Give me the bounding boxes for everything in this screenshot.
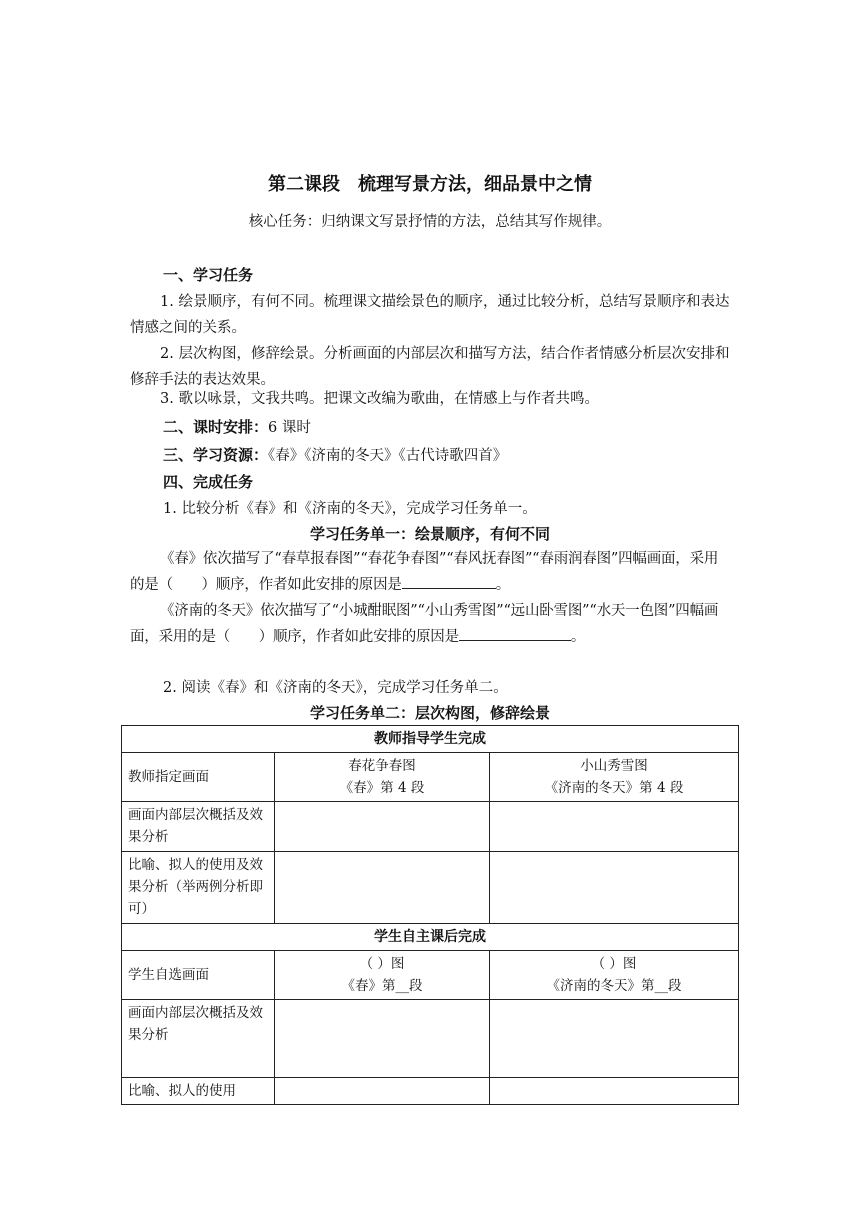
sheet2-title: 学习任务单二：层次构图，修辞绘景 [309, 704, 550, 722]
section-heading-learning-tasks: 一、学习任务 [163, 266, 254, 284]
answer-cell-rhetoric-spring[interactable] [275, 852, 490, 924]
answer-cell-layers-jinan-2[interactable] [490, 1000, 739, 1078]
sheet1-paragraph-spring [130, 546, 730, 598]
self-picture-spring-source: 《春》第__段 [341, 978, 423, 994]
designated-picture-spring [275, 753, 490, 802]
resources-label: 三、学习资源： [163, 446, 269, 464]
step-2: 2. 阅读《春》和《济南的冬天》，完成学习任务单二。 [163, 680, 508, 696]
sheet1-p2-end: 。 [570, 629, 586, 645]
row-label-rhetoric: 比喻、拟人的使用及效果分析（举两例分析即可） [122, 852, 275, 924]
designated-picture-spring-name: 春花争春图 [348, 758, 416, 774]
self-picture-jinan-source: 《济南的冬天》第__段 [546, 978, 682, 994]
schedule-value: 6 课时 [268, 420, 311, 436]
resources-value: 《春》《济南的冬天》《古代诗歌四首》 [268, 448, 508, 464]
sheet1-paragraph-jinan [130, 598, 730, 650]
answer-cell-rhetoric-jinan-2[interactable] [490, 1078, 739, 1105]
schedule-line [163, 416, 311, 437]
teacher-guided-header: 教师指导学生完成 [122, 726, 739, 753]
designated-picture-spring-source: 《春》第 4 段 [339, 780, 425, 796]
sheet1-title: 学习任务单一：绘景顺序，有何不同 [309, 525, 550, 543]
self-picture-spring[interactable] [275, 951, 490, 1000]
task-item-3: 3. 歌以咏景，文我共鸣。把课文改编为歌曲，在情感上与作者共鸣。 [160, 391, 599, 407]
row-label-self-selected: 学生自选画面 [122, 951, 275, 1000]
answer-cell-layers-jinan[interactable] [490, 802, 739, 852]
designated-picture-jinan-name: 小山秀雪图 [580, 758, 648, 774]
schedule-label: 二、课时安排： [163, 418, 269, 436]
row-label-layers: 画面内部层次概括及效果分析 [122, 802, 275, 852]
answer-cell-layers-spring-2[interactable] [275, 1000, 490, 1078]
designated-picture-jinan-source: 《济南的冬天》第 4 段 [544, 780, 684, 796]
task-sheet-2-table [121, 725, 739, 1105]
sheet1-p1-end: 。 [495, 577, 511, 593]
section-heading-complete-tasks: 四、完成任务 [163, 473, 254, 491]
task-item-1: 1. 绘景顺序，有何不同。梳理课文描绘景色的顺序，通过比较分析，总结写景顺序和表达情感之间的关系。 [130, 294, 730, 336]
answer-cell-rhetoric-jinan[interactable] [490, 852, 739, 924]
task-item-2: 2. 层次构图，修辞绘景。分析画面的内部层次和描写方法，结合作者情感分析层次安排和修辞手法的表达效果。 [130, 346, 730, 388]
self-picture-jinan[interactable] [490, 951, 739, 1000]
resources-line [163, 444, 507, 465]
sheet1-p2-text: 《济南的冬天》依次描写了“小城酣眠图”“小山秀雪图”“远山卧雪图”“水天一色图”四幅画面，采用的是（ ）顺序，作者如此安排的原因是 [130, 603, 719, 645]
answer-cell-rhetoric-spring-2[interactable] [275, 1078, 490, 1105]
lesson-title: 第二课段 梳理写景方法，细品景中之情 [268, 174, 592, 195]
designated-picture-jinan [490, 753, 739, 802]
answer-cell-layers-spring[interactable] [275, 802, 490, 852]
student-self-header: 学生自主课后完成 [122, 924, 739, 951]
answer-blank-2[interactable] [459, 626, 571, 641]
answer-blank-1[interactable] [402, 574, 496, 589]
self-picture-jinan-name: （ ）图 [591, 956, 637, 972]
row-label-designated: 教师指定画面 [122, 753, 275, 802]
row-label-rhetoric-2: 比喻、拟人的使用 [122, 1078, 275, 1105]
self-picture-spring-name: （ ）图 [359, 956, 405, 972]
sheet1-p1-text: 《春》依次描写了“春草报春图”“春花争春图”“春风抚春图”“春雨润春图”四幅画面，采用的是（ ）顺序，作者如此安排的原因是 [130, 551, 719, 593]
core-task: 核心任务：归纳课文写景抒情的方法，总结其写作规律。 [248, 214, 612, 230]
row-label-layers-2: 画面内部层次概括及效果分析 [122, 1000, 275, 1078]
step-1: 1. 比较分析《春》和《济南的冬天》，完成学习任务单一。 [163, 501, 537, 517]
